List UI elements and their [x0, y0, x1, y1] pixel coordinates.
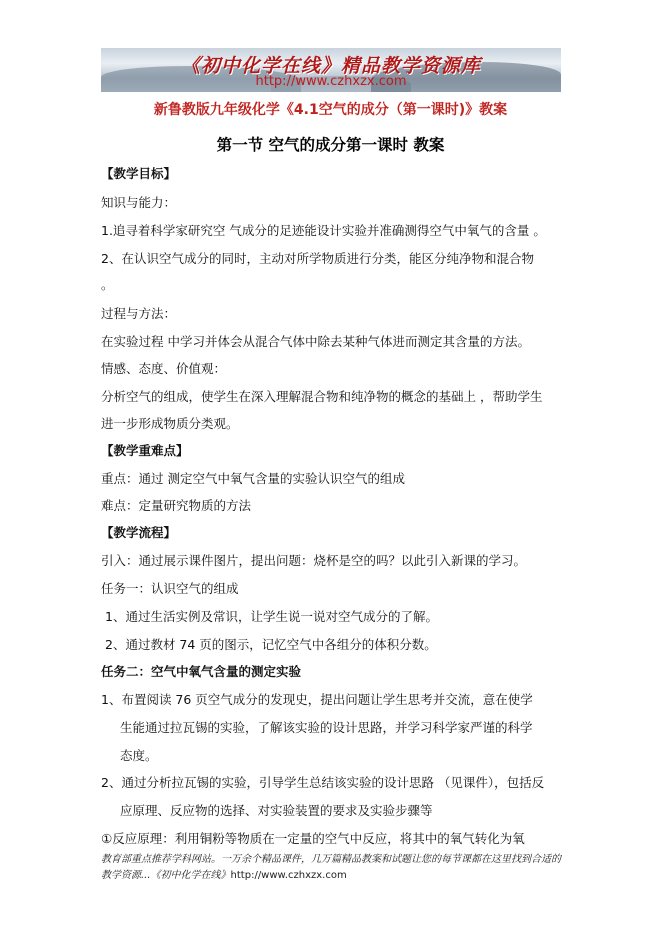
key-point-text: 重点：通过 测定空气中氧气含量的实验认识空气的组成	[101, 471, 405, 486]
objective-item-2: 2、在认识空气成分的同时，主动对所学物质进行分类，能区分纯净物和混合物	[101, 251, 534, 266]
banner-url[interactable]: http://www.czhxzx.com	[255, 74, 407, 89]
footer-line-2	[101, 868, 571, 884]
task-one-item-1: 1、通过生活实例及常识，让学生说一说对空气成分的了解。	[105, 609, 438, 624]
section-title: 第一节 空气的成分第一课时 教案	[216, 136, 445, 154]
reaction-principle-text: ①反应原理：利用铜粉等物质在一定量的空气中反应，将其中的氧气转化为氧	[101, 831, 525, 846]
footer-url[interactable]: http://www.czhxzx.com	[230, 870, 347, 881]
footer-line-1: 教育部重点推荐学科网站。一万余个精品课件，几万篇精品教案和试题让您的每节课都在这里找到合适的	[101, 854, 561, 865]
header-banner	[101, 48, 561, 92]
banner-title: 《初中化学在线》精品教学资源库	[180, 55, 481, 77]
heading-process-flow: 【教学流程】	[101, 525, 177, 540]
heading-objectives: 【教学目标】	[101, 166, 177, 181]
subheading-process: 过程与方法：	[101, 306, 177, 321]
task-two-title: 任务二：空气中氧气含量的测定实验	[101, 664, 302, 679]
heading-key-points: 【教学重难点】	[101, 443, 189, 458]
difficult-point-text: 难点：定量研究物质的方法	[101, 498, 252, 513]
task-two-item-2-cont: 应原理、反应物的选择、对实验装置的要求及实验步骤等	[120, 803, 433, 818]
task-two-item-2: 2、通过分析拉瓦锡的实验，引导学生总结该实验的设计思路 （见课件），包括反	[101, 775, 545, 790]
page-footer	[101, 852, 571, 884]
task-one-title: 任务一：认识空气的组成	[101, 581, 239, 596]
intro-text: 引入：通过展示课件图片，提出问题：烧杯是空的吗？以此引入新课的学习。	[101, 553, 527, 568]
subheading-attitude: 情感、态度、价值观：	[101, 361, 227, 376]
process-text: 在实验过程 中学习并体会从混合气体中除去某种气体进而测定其含量的方法。	[101, 334, 530, 349]
footer-text: 教学资源...《初中化学在线》	[101, 870, 231, 881]
attitude-text: 分析空气的组成，使学生在深入理解混合物和纯净物的概念的基础上 ，帮助学生	[101, 389, 543, 404]
objective-item-2-cont: 。	[101, 277, 114, 292]
subheading-knowledge: 知识与能力：	[101, 195, 177, 210]
attitude-text-cont: 进一步形成物质分类观。	[101, 416, 239, 431]
task-two-item-1: 1、布置阅读 76 页空气成分的发现史，提出问题让学生思考并交流，意在使学	[101, 692, 533, 707]
task-two-item-1-cont: 生能通过拉瓦锡的实验，了解该实验的设计思路，并学习科学家严谨的科学	[120, 720, 533, 735]
task-two-item-1-cont: 态度。	[120, 748, 158, 763]
task-one-item-2: 2、通过教材 74 页的图示，记忆空气中各组分的体积分数。	[105, 637, 437, 652]
objective-item-1: 1.追寻着科学家研究空 气成分的足迹能设计实验并准确测得空气中氧气的含量 。	[101, 223, 546, 238]
document-title: 新鲁教版九年级化学《4.1空气的成分（第一课时)》教案	[153, 102, 508, 118]
